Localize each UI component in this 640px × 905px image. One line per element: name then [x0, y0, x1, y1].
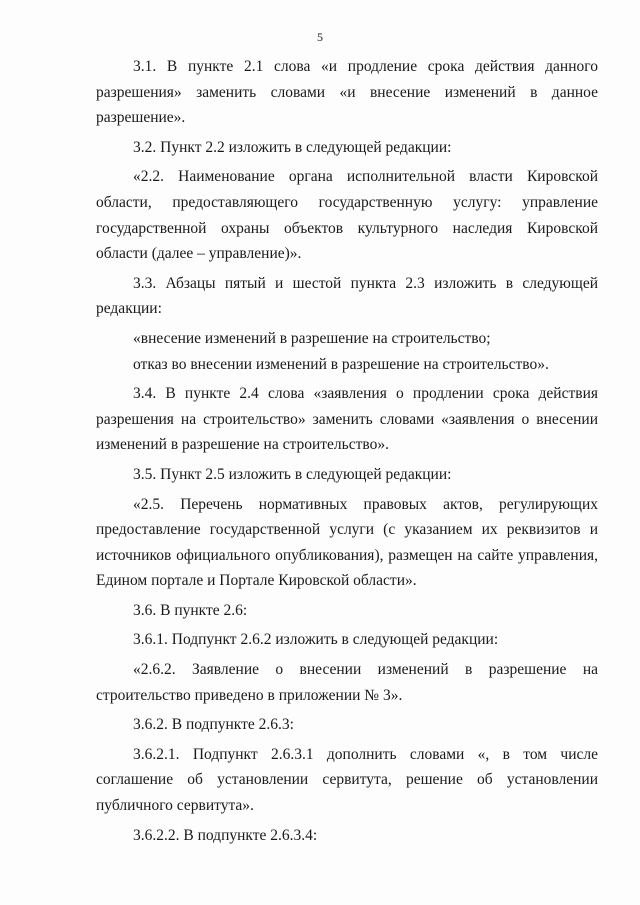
paragraph-3-6-2: 3.6.2. В подпункте 2.6.3: [133, 716, 294, 734]
paragraph-3-2: 3.2. Пункт 2.2 изложить в следующей редакции: [133, 138, 452, 156]
paragraph-2-5-quote: «2.5. Перечень нормативных правовых актов, регулирующих предоставление государственной услуги (с указанием их реквизитов и источников официального опубликования), размещен на сайте управления, Едином портале и Портале Кировской области». [96, 495, 598, 590]
page-number: 5 [317, 30, 323, 44]
document-body [96, 54, 598, 848]
paragraph-3-6: 3.6. В пункте 2.6: [133, 601, 248, 619]
paragraph-2-6-2-quote: «2.6.2. Заявление о внесении изменений в разрешение на строительство приведено в приложении № 3». [96, 661, 598, 704]
paragraph-3-1: 3.1. В пункте 2.1 слова «и продление срока действия данного разрешения» заменить словами «и внесение изменений в данное разрешение». [96, 58, 598, 127]
paragraph-amend-item: «внесение изменений в разрешение на строительство; [133, 329, 491, 347]
paragraph-3-4: 3.4. В пункте 2.4 слова «заявления о продлении срока действия разрешения на строительство» заменить словами «заявления о внесении изменений в разрешение на строительство». [96, 385, 598, 454]
paragraph-refusal-item: отказ во внесении изменений в разрешение на строительство». [133, 355, 549, 373]
paragraph-3-6-2-1: 3.6.2.1. Подпункт 2.6.3.1 дополнить словами «, в том числе соглашение об установлении сервитута, решение об установлении публичного сервитута». [96, 745, 598, 815]
paragraph-2-2-quote: «2.2. Наименование органа исполнительной власти Кировской области, предоставляющего государственную услугу: управление государственной охраны объектов культурного наследия Кировской области (далее – управление)». [96, 168, 598, 263]
paragraph-3-5: 3.5. Пункт 2.5 изложить в следующей редакции: [133, 465, 452, 483]
paragraph-3-6-1: 3.6.1. Подпункт 2.6.2 изложить в следующей редакции: [133, 631, 499, 649]
paragraph-3-3: 3.3. Абзацы пятый и шестой пункта 2.3 изложить в следующей редакции: [96, 274, 598, 318]
paragraph-3-6-2-2: 3.6.2.2. В подпункте 2.6.3.4: [133, 826, 318, 844]
